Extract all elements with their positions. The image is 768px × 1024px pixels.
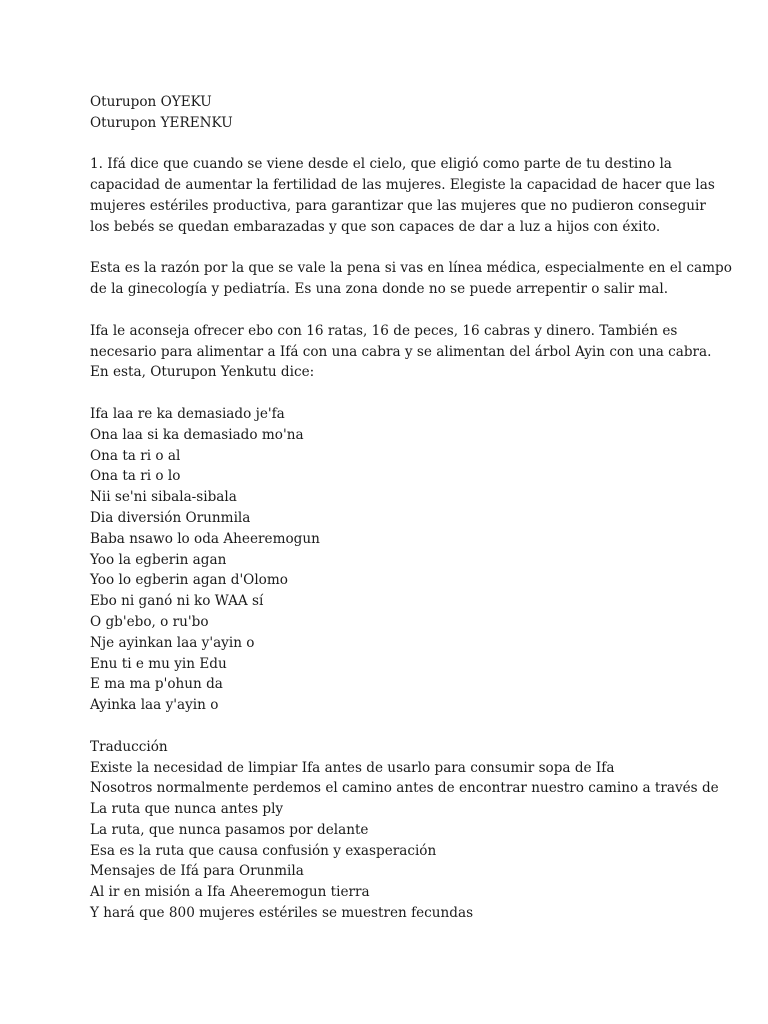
translation-line: Esa es la ruta que causa confusión y exasperación (90, 842, 437, 859)
verse-line: Ona ta ri o al (90, 447, 181, 464)
paragraph-line: mujeres estériles productiva, para garantizar que las mujeres que no pudieron conseguir (90, 197, 706, 214)
verse-line: Nii se'ni sibala-sibala (90, 489, 237, 506)
document-page (90, 92, 730, 924)
spacer (90, 300, 730, 321)
paragraph-line: Esta es la razón por la que se vale la pena si vas en línea médica, especialmente en el campo (90, 260, 732, 277)
paragraph-line: necesario para alimentar a Ifá con una cabra y se alimentan del árbol Ayin con una cabra. (90, 343, 712, 360)
verse-line: Yoo lo egberin agan d'Olomo (90, 572, 288, 589)
verse-line: Nje ayinkan laa y'ayin o (90, 634, 255, 651)
title-oyeku: Oturupon OYEKU (90, 94, 212, 110)
translation-line: La ruta que nunca antes ply (90, 801, 284, 818)
translation-line: Mensajes de Ifá para Orunmila (90, 863, 304, 880)
verse-line: Yoo la egberin agan (90, 551, 227, 568)
paragraph-line: Ifa le aconseja ofrecer ebo con 16 ratas, 16 de peces, 16 cabras y dinero. También es (90, 322, 678, 339)
title-yerenku: Oturupon YERENKU (90, 114, 233, 131)
translation-line: Nosotros normalmente perdemos el camino antes de encontrar nuestro camino a través de (90, 780, 719, 797)
verse-line: Ifa laa re ka demasiado je'fa (90, 405, 285, 422)
paragraph-line: 1. Ifá dice que cuando se viene desde el cielo, que eligió como parte de tu destino la (90, 156, 672, 173)
verse-line: Dia diversión Orunmila (90, 509, 251, 526)
paragraph-ebo (90, 321, 730, 383)
translation-line: La ruta, que nunca pasamos por delante (90, 821, 369, 838)
translation-line: Al ir en misión a Ifa Aheeremogun tierra (90, 884, 370, 901)
translation-block (90, 737, 730, 924)
verse-line: Ayinka laa y'ayin o (90, 697, 219, 714)
translation-heading: Traducción (90, 738, 168, 755)
paragraph-line: los bebés se quedan embarazadas y que son capaces de dar a luz a hijos con éxito. (90, 218, 661, 235)
verse-line: Ebo ni ganó ni ko WAA sí (90, 593, 264, 610)
spacer (90, 238, 730, 259)
verse-block (90, 404, 730, 716)
translation-line: Existe la necesidad de limpiar Ifa antes de usarlo para consumir sopa de Ifa (90, 759, 615, 776)
verse-line: O gb'ebo, o ru'bo (90, 613, 209, 630)
translation-line: Y hará que 800 mujeres estériles se muestren fecundas (90, 905, 474, 922)
paragraph-destiny (90, 154, 730, 237)
verse-line: Ona ta ri o lo (90, 468, 181, 485)
paragraph-line: de la ginecología y pediatría. Es una zona donde no se puede arrepentir o salir mal. (90, 281, 669, 298)
paragraph-medicine (90, 258, 730, 300)
spacer (90, 134, 730, 155)
paragraph-line: En esta, Oturupon Yenkutu dice: (90, 364, 315, 381)
paragraph-line: capacidad de aumentar la fertilidad de las mujeres. Elegiste la capacidad de hacer que las (90, 177, 715, 194)
verse-line: Baba nsawo lo oda Aheeremogun (90, 530, 320, 547)
spacer (90, 383, 730, 404)
verse-line: Enu ti e mu yin Edu (90, 655, 227, 672)
spacer (90, 716, 730, 737)
verse-line: Ona laa si ka demasiado mo'na (90, 426, 304, 443)
verse-line: E ma ma p'ohun da (90, 676, 223, 693)
